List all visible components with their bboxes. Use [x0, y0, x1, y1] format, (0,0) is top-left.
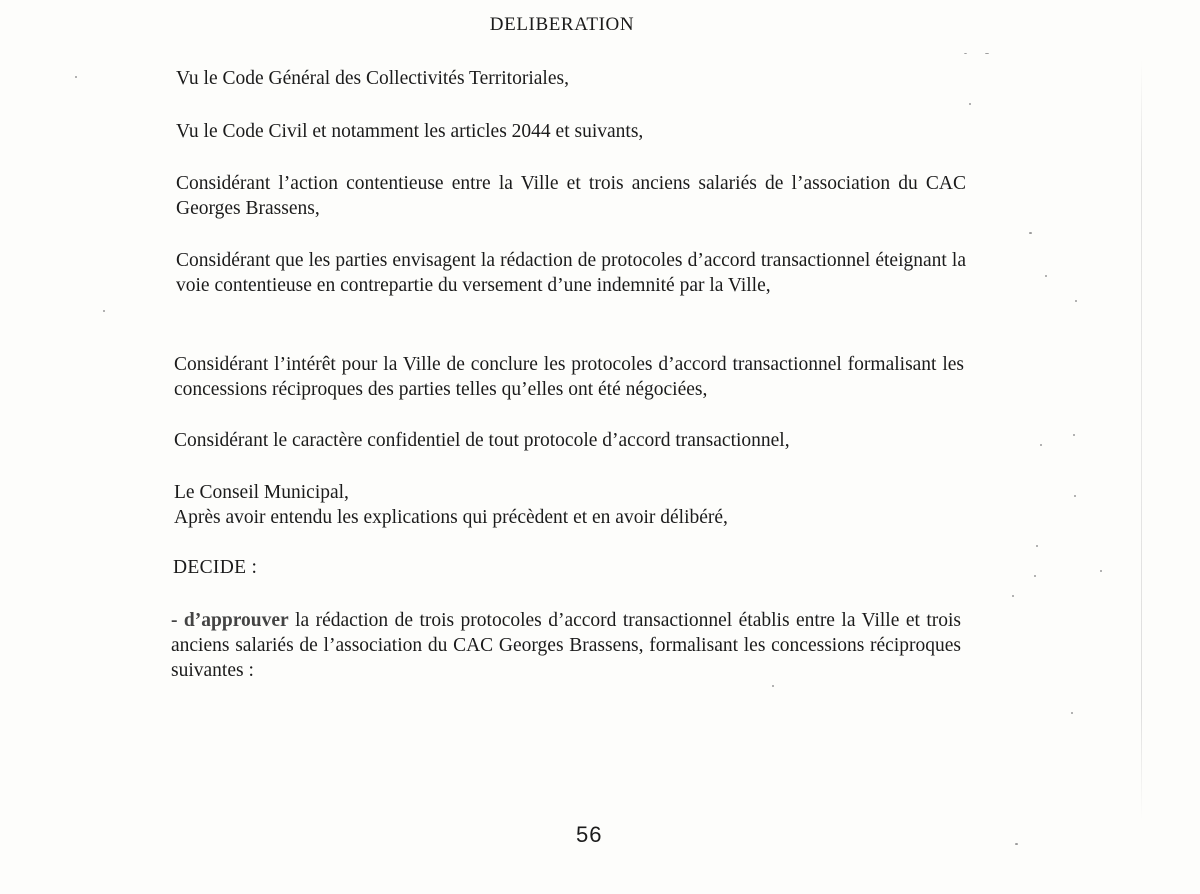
decision-text: la rédaction de trois protocoles d’accord transactionnel établis entre la Ville et trois anciens salariés de l’association du CAC Georges Brassens, formalisant les concessions réciproques suivantes :: [171, 610, 961, 681]
decide-heading: DECIDE :: [173, 557, 258, 578]
scan-speck: [1015, 843, 1018, 845]
paragraph-action-contentieuse: Considérant l’action contentieuse entre la Ville et trois anciens salariés de l’association du CAC Georges Brassens,: [176, 173, 966, 219]
scan-margin-shadow: [1141, 60, 1142, 820]
paragraph-code-civil: Vu le Code Civil et notamment les articles 2044 et suivants,: [176, 121, 644, 142]
decision-lead: - d’approuver: [171, 610, 289, 631]
scan-speck: [1100, 570, 1102, 572]
scan-speck: [1036, 545, 1038, 547]
scan-speck: [1040, 444, 1042, 446]
scan-speck: [1012, 595, 1014, 597]
decision-paragraph: [171, 608, 961, 683]
scan-speck: [1073, 434, 1075, 436]
scan-speck: [75, 76, 77, 78]
document-title: DELIBERATION: [489, 14, 635, 35]
paragraph-code-collectivites: Vu le Code Général des Collectivités Territoriales,: [176, 68, 569, 89]
scan-speck: [1075, 300, 1077, 302]
scan-speck: [1029, 232, 1032, 234]
scan-speck: [1071, 712, 1073, 714]
paragraph-interet-ville: Considérant l’intérêt pour la Ville de conclure les protocoles d’accord transactionnel formalisant les concessions réciproques des parties telles qu’elles ont été négociées,: [174, 354, 964, 400]
page-number: 56: [576, 822, 603, 847]
paragraph-apres-deliberation: Après avoir entendu les explications qui précèdent et en avoir délibéré,: [174, 507, 728, 528]
scan-speck: [1045, 275, 1047, 277]
paragraph-conseil-municipal: Le Conseil Municipal,: [174, 482, 349, 503]
scan-speck: [103, 310, 105, 312]
scan-speck: [1034, 575, 1036, 577]
paragraph-redaction-protocoles: Considérant que les parties envisagent la rédaction de protocoles d’accord transactionnel éteignant la voie contentieuse en contrepartie du versement d’une indemnité par la Ville,: [176, 250, 966, 296]
scan-speck: [772, 685, 774, 687]
scan-speck: [1074, 495, 1076, 497]
scan-speck: [985, 53, 989, 54]
scan-speck: [969, 103, 971, 105]
paragraph-caractere-confidentiel: Considérant le caractère confidentiel de tout protocole d’accord transactionnel,: [174, 430, 790, 451]
scan-speck: [964, 53, 967, 54]
